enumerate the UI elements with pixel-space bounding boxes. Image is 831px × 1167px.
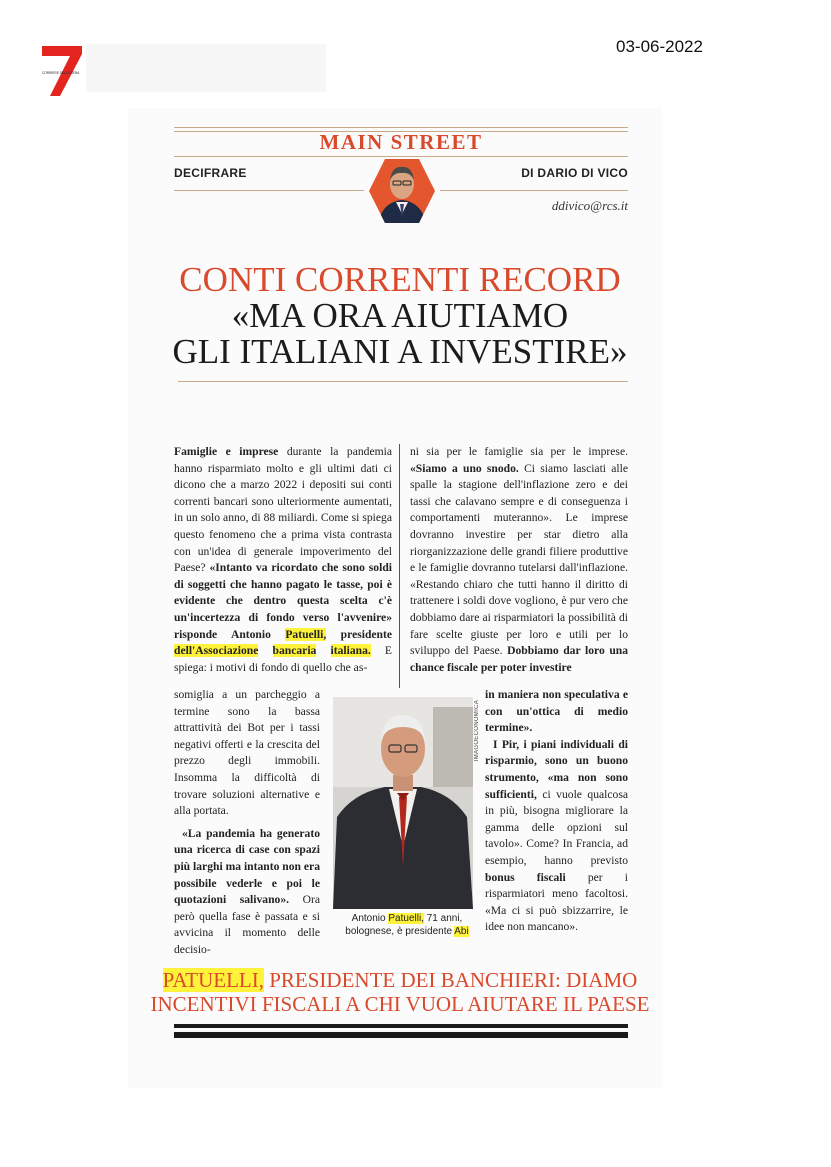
body-text: somiglia a un parcheggio a termine sono la bassa attrattività dei Bot per i tassi negativi offerti e la crescita del prezzo degli immobili. Insomma la difficoltà di trovare soluzioni alternative e alla portata. [174,688,320,818]
body-bold: presidente [326,627,392,641]
body-column-2-lower [485,687,628,936]
body-column-2 [410,444,628,676]
highlight-org: italiana. [330,644,371,658]
caption-highlight-org: Abi [454,926,469,937]
section-title: MAIN STREET [319,130,483,154]
footer-rule-thick [174,1032,628,1038]
subhead-highlight: PATUELLI, [162,968,264,992]
headline-line-1: CONTI CORRENTI RECORD [179,260,621,299]
lead-bold: Famiglie e imprese [174,445,279,458]
quote-bold: Dobbiamo dar loro una chance fiscale per poter investire [410,644,629,674]
footer-rule [174,1024,628,1028]
quote-bold: «La pandemia ha generato una ricerca di case con spazi più larghi ma intanto non era possibile vederle e poi le quotazioni salivano». [174,826,320,907]
headline-line-3: GLI ITALIANI A INVESTIRE» [172,332,628,371]
author-email: ddivico@rcs.it [551,198,628,213]
caption-text: 71 anni, bolognese, è presidente [345,913,463,937]
bonus-bold: bonus fiscali [485,870,566,884]
byline-rule-right [440,190,628,191]
author-photo [368,158,436,224]
body-text: E spiega: i motivi di fondo di quello che as- [174,644,392,674]
body-text: ni sia per le famiglie sia per le imprese. [410,445,628,458]
highlight-name: Patuelli, [285,627,327,641]
body-text: ci vuole qualcosa in più, bisogna migliorare la gamma delle opzioni sul tavolo». Come? In Francia, ad esempio, hanno previsto [485,787,628,867]
body-text: per i risparmiatori meno facoltosi. «Ma ci si può sbizzarrire, le idee non mancano». [485,870,628,934]
quote-bold: in maniera non speculativa e con un'ottica di medio termine». [485,688,628,735]
subhead-text: PRESIDENTE DEI BANCHIERI: DIAMO INCENTIVI FISCALI A CHI VUOL AIUTARE IL PAESE [150,968,650,1016]
author-byline: DI DARIO DI VICO [521,166,628,180]
headline [150,262,650,370]
body-bold: risponde Antonio [174,627,286,641]
body-column-1 [174,444,392,676]
body-text: Ora però quella fase è passata e si avvicina il momento delle decisio- [174,893,320,956]
photo-caption [333,912,481,938]
quote-bold: «Siamo a uno snodo. [410,461,519,475]
headline-line-2: «MA ORA AIUTIAMO [231,296,569,335]
clipping-date: 03-06-2022 [616,37,703,56]
corriere-7-logo [38,40,86,98]
byline-rule-left [174,190,364,191]
column-divider [399,444,400,688]
logo-small-text: CORRIERE DELLA SERA [42,71,80,75]
patuelli-photo [333,697,473,909]
caption-highlight-name: Patuelli, [388,913,424,924]
logo-background-strip [86,44,326,92]
quote-bold: I Pir, i piani individuali di risparmio, sono un buono strumento, «ma non sono sufficienti, [485,737,628,801]
headline-rule [178,381,628,382]
quote-bold: «Intanto va ricordato che sono soldi di soggetti che hanno pagato le tasse, poi è evidente che dentro questa scelta c'è un'incertezza di fondo verso l'avvenire» [174,561,392,624]
highlight-org: bancaria [272,644,317,658]
column-name: DECIFRARE [174,166,247,180]
header-rule-top [174,127,628,128]
photo-credit: IMAGOECONOMICA [474,700,480,762]
body-column-1-lower [174,687,320,959]
body-text: Ci siamo lasciati alle spalle la stagione dell'inflazione zero e dei tassi che calavano sempre e di conseguenza i comportamenti muteranno». Le imprese dovranno investire per star dietro alla riorganizzazione delle grandi filiere produttive e le famiglie dovranno tutelarsi dall'inflazione. «Restando chiaro che tutti hanno il diritto di trattenere i soldi dove vogliono, è pur vero che dobbiamo dare ai risparmiatori la possibilità di fare scelte giuste per loro e utili per lo sviluppo del Paese. [410,461,628,658]
body-text: durante la pandemia hanno risparmiato molto e gli ultimi dati ci dicono che a marzo 2022 i depositi sui conti correnti bancari sono ulteriormente aumentati, in un solo anno, di 88 miliardi. Come si spiega questo fenomeno che a prima vista contrasta con un'idea di generale impoverimento del Paese? [174,445,392,575]
header-rule-mid [174,156,628,157]
subhead [150,968,650,1016]
caption-text: Antonio [351,913,389,924]
highlight-org: dell'Associazione [174,644,259,658]
